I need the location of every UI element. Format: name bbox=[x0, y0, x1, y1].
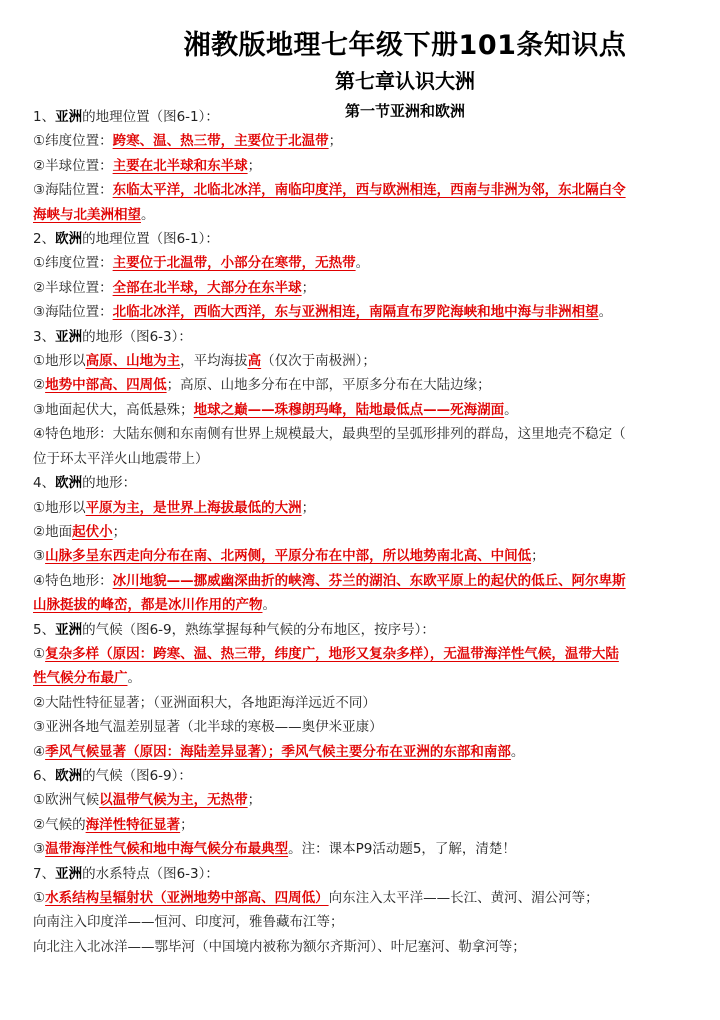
bold-text: 亚洲 bbox=[55, 865, 83, 882]
text-segment: ③亚洲各地气温差别显著（北半球的寒极——奥伊米亚康） bbox=[33, 719, 383, 736]
bold-text: 欧洲 bbox=[55, 475, 83, 492]
highlighted-text: 跨寒、温、热三带，主要位于北温带 bbox=[112, 133, 329, 150]
text-segment: 。 bbox=[262, 597, 276, 614]
highlighted-text: 水系结构呈辐射状（亚洲地势中部高、四周低） bbox=[45, 890, 329, 906]
text-line bbox=[33, 813, 683, 837]
text-segment: ②气候的 bbox=[33, 816, 86, 833]
text-line bbox=[33, 740, 683, 764]
text-segment: ③ bbox=[33, 841, 46, 858]
text-segment: ① bbox=[33, 645, 46, 662]
highlighted-text: 地势中部高、四周低 bbox=[45, 377, 167, 394]
text-line bbox=[33, 373, 683, 397]
text-segment: ④特色地形： bbox=[33, 572, 113, 589]
highlighted-text: 高 bbox=[247, 353, 262, 370]
highlighted-text: 海峡与北美洲相望 bbox=[33, 206, 141, 223]
text-line bbox=[33, 837, 683, 861]
text-segment: ②大陆性特征显著；（亚洲面积大，各地距海洋远近不同） bbox=[33, 694, 376, 711]
text-segment: ④特色地形：大陆东侧和东南侧有世界上规模最大，最典型的呈弧形排列的群岛，这里地壳不稳定（ bbox=[33, 426, 626, 443]
text-segment: 。注：课本P9活动题5，了解，清楚！ bbox=[288, 841, 516, 858]
text-segment: 6、 bbox=[33, 767, 56, 784]
text-line bbox=[33, 642, 683, 666]
text-line bbox=[33, 227, 683, 251]
highlighted-text: 季风气候显著（原因：海陆差异显著）；季风气候主要分布在亚洲的东部和南部 bbox=[45, 743, 511, 760]
text-segment: （仅次于南极洲）； bbox=[261, 353, 376, 370]
text-segment: ③ bbox=[33, 548, 46, 565]
text-segment: ②地面 bbox=[33, 523, 73, 540]
text-segment: ； bbox=[301, 499, 316, 516]
text-segment: 位于环太平洋火山地震带上） bbox=[33, 450, 209, 467]
text-segment: ①纬度位置： bbox=[33, 255, 113, 272]
text-line bbox=[33, 300, 683, 324]
text-line bbox=[33, 764, 683, 788]
text-segment: 3、 bbox=[33, 328, 56, 345]
text-line bbox=[33, 618, 683, 642]
text-line bbox=[33, 447, 683, 471]
text-line bbox=[33, 862, 683, 886]
text-segment: 的地形： bbox=[82, 475, 137, 492]
text-segment: 向北注入北冰洋——鄂毕河（中国境内被称为额尔齐斯河）、叶尼塞河、勒拿河等； bbox=[33, 938, 526, 955]
text-line bbox=[33, 154, 683, 178]
text-segment: 的地理位置（图6-1）： bbox=[82, 109, 219, 125]
highlighted-text: 冰川地貌——挪威幽深曲折的峡湾、芬兰的湖泊、东欧平原上的起伏的低丘、阿尔卑斯 bbox=[112, 572, 626, 589]
text-segment: ④ bbox=[33, 743, 46, 760]
text-line bbox=[33, 593, 683, 617]
text-line bbox=[33, 886, 683, 910]
text-segment: 7、 bbox=[33, 865, 56, 882]
text-segment: ；高原、山地多分布在中部，平原多分布在大陆边缘； bbox=[166, 377, 491, 394]
highlighted-text: 主要在北半球和东半球 bbox=[112, 157, 248, 174]
text-segment: 。 bbox=[355, 255, 370, 272]
text-segment: ； bbox=[180, 816, 194, 833]
text-line bbox=[33, 691, 683, 715]
bold-text: 亚洲 bbox=[55, 328, 83, 345]
text-segment: ； bbox=[247, 157, 262, 174]
text-segment: ③海陆位置： bbox=[33, 182, 113, 199]
text-segment: ； bbox=[247, 792, 262, 809]
bold-text: 亚洲 bbox=[55, 621, 83, 638]
text-segment: 1、 bbox=[33, 109, 56, 125]
highlighted-text: 以温带气候为主，无热带 bbox=[99, 792, 248, 809]
highlighted-text: 温带海洋性气候和地中海气候分布最典型 bbox=[45, 841, 289, 858]
highlighted-text: 性气候分布最广 bbox=[33, 670, 128, 687]
text-line bbox=[33, 569, 683, 593]
text-line bbox=[33, 325, 683, 349]
text-line bbox=[33, 471, 683, 495]
highlighted-text: 山脉挺拔的峰峦，都是冰川作用的产物 bbox=[33, 597, 263, 614]
text-segment: ； bbox=[328, 133, 343, 150]
text-segment: ②半球位置： bbox=[33, 157, 113, 174]
highlighted-text: 山脉多呈东西走向分布在南、北两侧，平原分布在中部，所以地势南北高、中间低 bbox=[45, 548, 532, 565]
text-segment: ①纬度位置： bbox=[33, 133, 113, 150]
bold-text: 欧洲 bbox=[55, 767, 83, 784]
text-segment: 的气候（图6-9，熟练掌握每种气候的分布地区，按序号）： bbox=[82, 621, 435, 638]
highlighted-text: 高原、山地为主 bbox=[85, 353, 181, 370]
highlighted-text: 北临北冰洋，西临大西洋，东与亚洲相连，南隔直布罗陀海峡和地中海与非洲相望 bbox=[112, 304, 599, 321]
chapter-title: 第七章认识大洲 bbox=[335, 69, 475, 93]
text-segment: ； bbox=[531, 548, 545, 565]
highlighted-text: 平原为主，是世界上海拔最低的大洲 bbox=[85, 499, 302, 516]
highlighted-text: 海洋性特征显著 bbox=[85, 816, 181, 833]
highlighted-text: 主要位于北温带，小部分在寒带，无热带 bbox=[112, 255, 356, 272]
text-segment: 。 bbox=[510, 743, 525, 760]
text-segment: ①欧洲气候 bbox=[33, 792, 100, 809]
highlighted-text: 复杂多样（原因：跨寒、温、热三带，纬度广，地形又复杂多样），无温带海洋性气候，温带大陆 bbox=[45, 645, 619, 662]
text-segment: 。 bbox=[141, 206, 155, 223]
text-line bbox=[33, 251, 683, 275]
text-line bbox=[33, 129, 683, 153]
bold-text: 欧洲 bbox=[55, 231, 83, 248]
text-segment: ①地形以 bbox=[33, 499, 86, 516]
text-segment: ③地面起伏大，高低悬殊； bbox=[33, 401, 194, 418]
highlighted-text: 起伏小 bbox=[72, 523, 113, 540]
knowledge-points bbox=[33, 105, 683, 959]
text-line bbox=[33, 398, 683, 422]
text-segment: 4、 bbox=[33, 475, 56, 492]
text-line bbox=[33, 496, 683, 520]
text-segment: 的地形（图6-3）： bbox=[82, 328, 192, 345]
page-title: 湘教版地理七年级下册101条知识点 bbox=[183, 30, 627, 61]
highlighted-text: 地球之巅——珠穆朗玛峰，陆地最低点——死海湖面 bbox=[193, 401, 505, 418]
text-segment: ③海陆位置： bbox=[33, 304, 113, 321]
text-line bbox=[33, 715, 683, 739]
text-segment: 的水系特点（图6-3）： bbox=[82, 865, 219, 882]
text-segment: 的气候（图6-9）： bbox=[82, 767, 192, 784]
text-segment: ②半球位置： bbox=[33, 279, 113, 296]
text-segment: ； bbox=[301, 279, 316, 296]
text-line bbox=[33, 544, 683, 568]
highlighted-text: 全部在北半球，大部分在东半球 bbox=[112, 279, 302, 296]
text-line bbox=[33, 935, 683, 959]
text-line bbox=[33, 666, 683, 690]
text-segment: 2、 bbox=[33, 231, 56, 248]
text-segment: 向东注入太平洋——长江、黄河、湄公河等； bbox=[328, 890, 599, 906]
text-line bbox=[33, 349, 683, 373]
text-segment: ② bbox=[33, 377, 46, 394]
section-title: 第一节亚洲和欧洲 bbox=[344, 102, 465, 120]
text-line bbox=[33, 203, 683, 227]
text-segment: ； bbox=[112, 523, 127, 540]
text-segment: 。 bbox=[127, 670, 141, 687]
text-segment: 5、 bbox=[33, 621, 56, 638]
highlighted-text: 东临太平洋，北临北冰洋，南临印度洋，西与欧洲相连，西南与非洲为邻，东北隔白令 bbox=[112, 182, 626, 199]
text-segment: 。 bbox=[598, 304, 613, 321]
text-segment: 的地理位置（图6-1）： bbox=[82, 231, 219, 248]
text-segment: 。 bbox=[504, 401, 518, 418]
text-line bbox=[33, 788, 683, 812]
bold-text: 亚洲 bbox=[55, 109, 83, 125]
text-line bbox=[33, 178, 683, 202]
text-line bbox=[33, 105, 683, 129]
text-line bbox=[33, 422, 683, 446]
text-segment: ① bbox=[33, 890, 46, 906]
text-segment: ，平均海拔 bbox=[180, 353, 248, 370]
text-line bbox=[33, 276, 683, 300]
text-segment: 向南注入印度洋——恒河、印度河，雅鲁藏布江等； bbox=[33, 914, 344, 931]
text-segment: ①地形以 bbox=[33, 353, 86, 370]
text-line bbox=[33, 520, 683, 544]
text-line bbox=[33, 910, 683, 934]
